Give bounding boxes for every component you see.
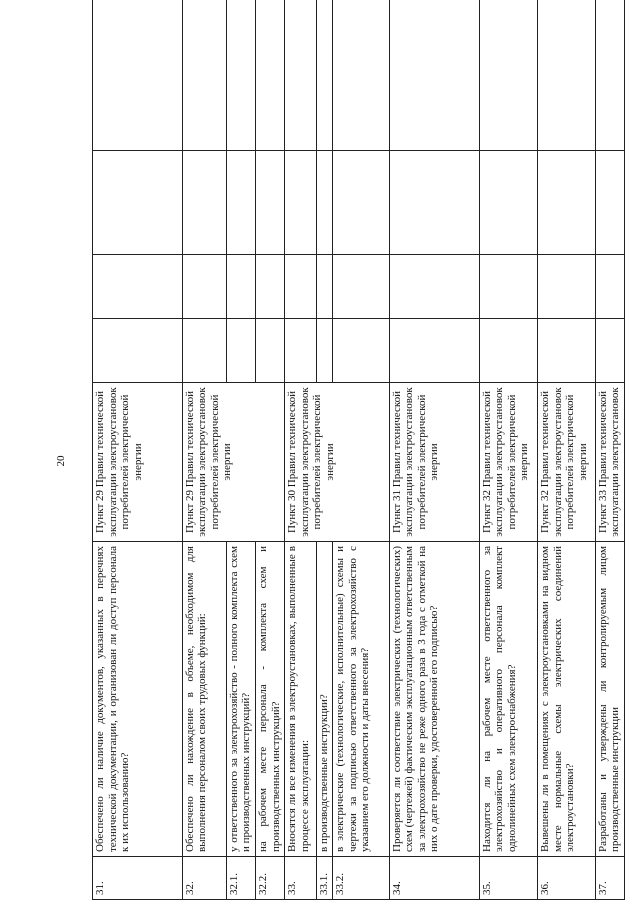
answer-cell xyxy=(595,255,624,319)
row-number: 33. xyxy=(285,857,316,900)
row-number: 35. xyxy=(479,857,538,900)
answer-cell xyxy=(389,255,479,319)
answer-cell xyxy=(285,319,316,383)
answer-cell xyxy=(182,255,226,319)
reference-text: Пункт 30 Правил технической эксплуатации электроустановок потребителей электрической энергии xyxy=(285,383,389,542)
note-cell xyxy=(93,0,183,151)
reference-text: Пункт 29 Правил технической эксплуатации электроустановок потребителей электрической энергии xyxy=(182,383,285,542)
answer-cell xyxy=(333,151,389,255)
answer-cell xyxy=(285,151,316,255)
row-number: 32.1. xyxy=(226,857,255,900)
answer-cell xyxy=(389,319,479,383)
note-cell xyxy=(333,0,389,151)
reference-text: Пункт 32 Правил технической эксплуатации электроустановок потребителей электрической энергии xyxy=(538,383,596,542)
question-text: в электрические (технологические, исполнительные) схемы и чертежи за подписью ответственного за электрохозяйство с указанием его должности и даты внесения? xyxy=(333,542,389,857)
table-row xyxy=(285,0,316,900)
question-text: Находится ли на рабочем месте ответственного за электрохозяйство и оперативного персонала комплект однолинейных схем электроснабжения? xyxy=(479,542,538,857)
question-text: Вывешены ли в помещениях с электроустановками на видном месте нормальные схемы электрических соединений электроустановки? xyxy=(538,542,596,857)
answer-cell xyxy=(333,319,389,383)
row-number: 32. xyxy=(182,857,226,900)
page-number: 20 xyxy=(55,455,67,467)
answer-cell xyxy=(316,151,332,255)
checklist-table xyxy=(92,0,625,900)
answer-cell xyxy=(479,319,538,383)
answer-cell xyxy=(182,151,226,255)
answer-cell xyxy=(316,319,332,383)
table-row xyxy=(93,0,183,900)
answer-cell xyxy=(285,255,316,319)
table-row xyxy=(479,0,538,900)
answer-cell xyxy=(256,319,285,383)
note-cell xyxy=(595,0,624,151)
note-cell xyxy=(256,0,285,151)
reference-text: Пункт 31 Правил технической эксплуатации электроустановок потребителей электрической энергии xyxy=(389,383,479,542)
question-text: Разработаны и утверждены ли контролируемым лицом производственные инструкции xyxy=(595,542,624,857)
row-number: 33.2. xyxy=(333,857,389,900)
answer-cell xyxy=(226,255,255,319)
answer-cell xyxy=(333,255,389,319)
table-row xyxy=(182,0,226,900)
answer-cell xyxy=(389,151,479,255)
reference-text: Пункт 29 Правил технической эксплуатации электроустановок потребителей электрической энергии xyxy=(93,383,183,542)
answer-cell xyxy=(226,319,255,383)
row-number: 33.1. xyxy=(316,857,332,900)
note-cell xyxy=(316,0,332,151)
question-text: у ответственного за электрохозяйство - полного комплекта схем и производственных инструкций? xyxy=(226,542,255,857)
answer-cell xyxy=(182,319,226,383)
answer-cell xyxy=(256,151,285,255)
row-number: 34. xyxy=(389,857,479,900)
answer-cell xyxy=(226,151,255,255)
checklist-table-rotated xyxy=(92,60,625,900)
note-cell xyxy=(479,0,538,151)
note-cell xyxy=(226,0,255,151)
question-text: в производственные инструкции? xyxy=(316,542,332,857)
answer-cell xyxy=(316,255,332,319)
table-row xyxy=(538,0,596,900)
row-number: 31. xyxy=(93,857,183,900)
table-row xyxy=(595,0,624,900)
question-text: Обеспечено ли наличие документов, указанных в перечнях технической документации, и организован ли доступ персонала к их использованию? xyxy=(93,542,183,857)
answer-cell xyxy=(93,255,183,319)
question-text: Обеспечено ли нахождение в объеме, необходимом для выполнения персоналом своих трудовых функций: xyxy=(182,542,226,857)
answer-cell xyxy=(479,255,538,319)
note-cell xyxy=(285,0,316,151)
question-text: Вносятся ли все изменения в электроустановках, выполненные в процессе эксплуатации: xyxy=(285,542,316,857)
answer-cell xyxy=(538,255,596,319)
table-row xyxy=(389,0,479,900)
row-number: 32.2. xyxy=(256,857,285,900)
question-text: на рабочем месте персонала - комплекта схем и производственных инструкций? xyxy=(256,542,285,857)
reference-text: Пункт 32 Правил технической эксплуатации электроустановок потребителей электрической энергии xyxy=(479,383,538,542)
answer-cell xyxy=(538,151,596,255)
answer-cell xyxy=(595,151,624,255)
note-cell xyxy=(182,0,226,151)
note-cell xyxy=(389,0,479,151)
answer-cell xyxy=(595,319,624,383)
reference-text: Пункт 33 Правил технической эксплуатации электроустановок xyxy=(595,383,624,542)
answer-cell xyxy=(538,319,596,383)
answer-cell xyxy=(93,151,183,255)
question-text: Проверяется ли соответствие электрических (технологических) схем (чертежей) фактическим эксплуатационным ответственным за электрохозяйство не реже одного раза в 3 года с отметкой на них о дате проверки, удостоверенной его подписью? xyxy=(389,542,479,857)
note-cell xyxy=(538,0,596,151)
row-number: 36. xyxy=(538,857,596,900)
row-number: 37. xyxy=(595,857,624,900)
answer-cell xyxy=(479,151,538,255)
answer-cell xyxy=(256,255,285,319)
answer-cell xyxy=(93,319,183,383)
